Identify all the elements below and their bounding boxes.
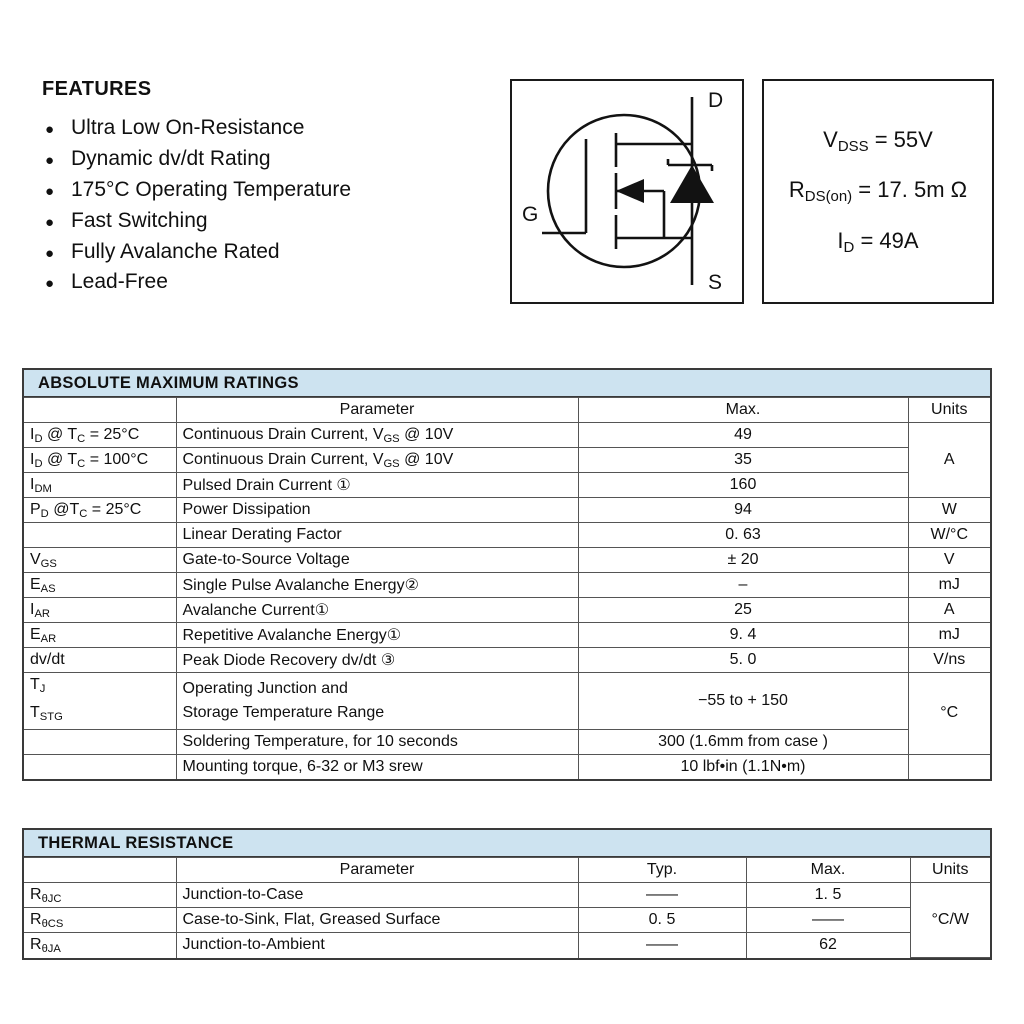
bullet-icon: ● [45, 182, 55, 200]
row-symbol-cell: $I_{AR}$ [24, 598, 176, 623]
thermal-band-title: THERMAL RESISTANCE [24, 830, 990, 857]
feature-item-label: Fast Switching [71, 208, 208, 232]
row-symbol-cell [24, 754, 176, 779]
key-specs-box [762, 79, 994, 304]
spec-id-value: = 49A [860, 227, 919, 253]
feature-item-label: Ultra Low On-Resistance [71, 116, 305, 139]
row-parameter-cell: Junction-to-Case [176, 883, 578, 908]
thermal-col-units: Units [910, 858, 990, 883]
table-row [24, 598, 990, 623]
table-row [24, 908, 990, 933]
body-diode-icon [670, 165, 714, 203]
row-typ-cell: —— [578, 883, 746, 908]
row-max-cell: ± 20 [578, 548, 908, 573]
row-parameter-cell: Soldering Temperature, for 10 seconds [176, 729, 578, 754]
row-symbol-cell: $V_{GS}$ [24, 548, 176, 573]
spec-id [837, 217, 918, 267]
row-symbol-cell: $R_{\theta JA}$ [24, 933, 176, 958]
thermal-body [24, 883, 990, 958]
row-parameter-cell: Single Pulse Avalanche Energy② [176, 573, 578, 598]
row-parameter-cell: Continuous Drain Current, $V_{GS}$ @ 10V [176, 423, 578, 448]
table-row-temperature [24, 673, 990, 730]
spec-rdson-symbol: R [788, 177, 805, 203]
absolute-maximum-ratings-table [22, 368, 992, 781]
row-max-cell: – [578, 573, 908, 598]
abs-max-col-units: Units [908, 398, 990, 423]
abs-max-grid [24, 397, 990, 779]
row-parameter-cell: Mounting torque, 6-32 or M3 srew [176, 754, 578, 779]
row-max-cell: 160 [578, 473, 908, 498]
spec-vdss-symbol: V [823, 127, 838, 153]
mosfet-symbol-icon [512, 81, 742, 302]
row-units-cell: V/ns [908, 648, 990, 673]
bullet-icon: ● [45, 244, 55, 262]
row-max-cell: 25 [578, 598, 908, 623]
row-units-cell [908, 754, 990, 779]
thermal-header-row [24, 858, 990, 883]
feature-item-label: 175°C Operating Temperature [71, 177, 352, 201]
bullet-icon: ● [45, 121, 55, 138]
row-parameter-cell: Junction-to-Ambient [176, 933, 578, 958]
row-max-cell: 0. 63 [578, 523, 908, 548]
row-units-cell: mJ [908, 573, 990, 598]
feature-item [42, 208, 482, 235]
row-symbol-cell: $I_D$ @ $T_C = 100^\circ C$ [24, 448, 176, 473]
abs-max-col-parameter: Parameter [176, 398, 578, 423]
spec-rdson [789, 166, 967, 216]
feature-item [42, 177, 482, 204]
row-units-cell: W [908, 498, 990, 523]
row-symbol-cell: $E_{AR}$ [24, 623, 176, 648]
row-max-cell: 300 (1.6mm from case ) [578, 729, 908, 754]
bullet-icon: ● [45, 213, 55, 231]
row-parameter-cell: Continuous Drain Current, $V_{GS}$ @ 10V [176, 448, 578, 473]
bulk-arrow-icon [616, 179, 644, 203]
spec-vdss [823, 116, 933, 166]
thermal-col-max: Max. [746, 858, 910, 883]
table-row [24, 548, 990, 573]
spec-vdss-value: = 55V [874, 127, 933, 153]
table-row [24, 573, 990, 598]
bullet-icon: ● [45, 151, 55, 169]
thermal-col-typ: Typ. [578, 858, 746, 883]
row-parameter-cell: Operating Junction and Storage Temperature Range [176, 673, 578, 730]
spec-id-symbol: I [837, 227, 844, 253]
row-typ-cell: —— [578, 933, 746, 958]
row-max-cell: 94 [578, 498, 908, 523]
row-parameter-cell: Linear Derating Factor [176, 523, 578, 548]
row-units-cell: A [908, 598, 990, 623]
row-symbol-cell: $E_{AS}$ [24, 573, 176, 598]
bullet-icon: ● [45, 275, 55, 293]
feature-item-label: Dynamic dv/dt Rating [71, 146, 271, 170]
row-max-cell: 9. 4 [578, 623, 908, 648]
table-row [24, 933, 990, 958]
abs-max-col-max: Max. [578, 398, 908, 423]
table-row [24, 754, 990, 779]
row-max-cell: 10 lbf•in (1.1N•m) [578, 754, 908, 779]
spec-rdson-value: = 17. 5m Ω [858, 177, 968, 203]
pin-label-source: S [708, 271, 723, 294]
row-symbol-cell: $I_{DM}$ [24, 473, 176, 498]
row-max-cell: 35 [578, 448, 908, 473]
table-row [24, 623, 990, 648]
row-parameter-cell: Gate-to-Source Voltage [176, 548, 578, 573]
table-row [24, 498, 990, 523]
features-list [42, 115, 482, 296]
table-row [24, 883, 990, 908]
feature-item-label: Fully Avalanche Rated [71, 239, 280, 263]
spec-rdson-subscript: DS(on) [804, 188, 853, 206]
feature-item [42, 269, 482, 296]
feature-item [42, 115, 482, 142]
row-symbol-cell: $R_{\theta CS}$ [24, 908, 176, 933]
row-units-cell: A [908, 423, 990, 498]
row-max-cell: 5. 0 [578, 648, 908, 673]
row-symbol-cell: $P_D$ $@T_C = 25^\circ C$ [24, 498, 176, 523]
row-symbol-cell: dv/dt [24, 648, 176, 673]
abs-max-band-title: ABSOLUTE MAXIMUM RATINGS [24, 370, 990, 397]
feature-item [42, 146, 482, 173]
row-max-cell: —— [746, 908, 910, 933]
row-parameter-cell: Avalanche Current① [176, 598, 578, 623]
row-typ-cell: 0. 5 [578, 908, 746, 933]
row-symbol-cell: $R_{\theta JC}$ [24, 883, 176, 908]
abs-max-header-row [24, 398, 990, 423]
mosfet-symbol-box [510, 79, 744, 304]
pin-label-drain: D [708, 89, 724, 112]
table-row [24, 423, 990, 448]
table-row [24, 729, 990, 754]
pin-label-gate: G [522, 203, 539, 226]
spec-id-subscript: D [843, 238, 855, 256]
row-units-cell: °C [908, 673, 990, 755]
row-symbol-cell: $I_D$ @ $T_C = 25^\circ C$ [24, 423, 176, 448]
row-parameter-cell: Pulsed Drain Current ① [176, 473, 578, 498]
row-parameter-cell: Case-to-Sink, Flat, Greased Surface [176, 908, 578, 933]
row-max-cell: 49 [578, 423, 908, 448]
thermal-grid [24, 857, 990, 958]
feature-item [42, 239, 482, 266]
row-max-cell: 1. 5 [746, 883, 910, 908]
features-heading: FEATURES [42, 78, 152, 100]
table-row [24, 448, 990, 473]
row-symbol-cell [24, 729, 176, 754]
row-units-cell: V [908, 548, 990, 573]
abs-max-col-symbol [24, 398, 176, 423]
table-row [24, 648, 990, 673]
row-max-cell: 62 [746, 933, 910, 958]
row-units-cell: W/°C [908, 523, 990, 548]
row-symbol-cell [24, 523, 176, 548]
spec-vdss-subscript: DSS [837, 138, 869, 156]
thermal-col-parameter: Parameter [176, 858, 578, 883]
abs-max-body [24, 423, 990, 780]
table-row [24, 523, 990, 548]
row-units-cell: mJ [908, 623, 990, 648]
feature-item-label: Lead-Free [71, 270, 168, 294]
row-units-cell: °C/W [910, 883, 990, 958]
row-max-cell: −55 to + 150 [578, 673, 908, 730]
row-symbol-cell: $T_J$ $T_{STG}$ [24, 673, 176, 730]
row-parameter-cell: Repetitive Avalanche Energy① [176, 623, 578, 648]
features-section [42, 78, 482, 300]
row-parameter-cell: Peak Diode Recovery dv/dt ③ [176, 648, 578, 673]
table-row [24, 473, 990, 498]
thermal-resistance-table [22, 828, 992, 960]
thermal-col-symbol [24, 858, 176, 883]
row-parameter-cell: Power Dissipation [176, 498, 578, 523]
